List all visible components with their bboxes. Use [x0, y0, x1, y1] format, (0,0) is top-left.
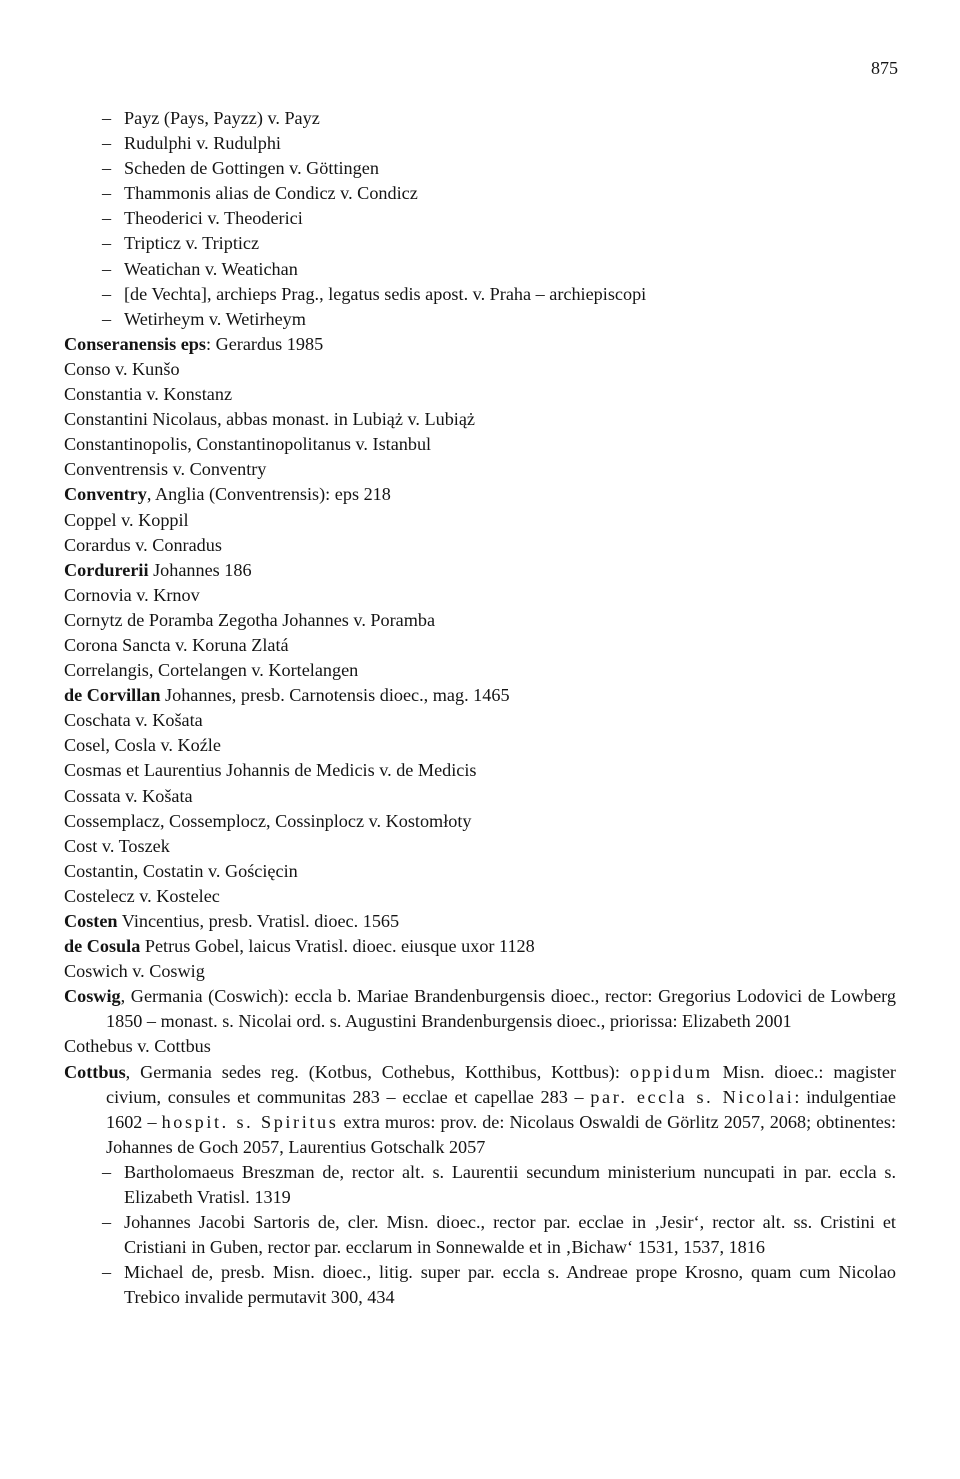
entry-text: Thammonis alias de Condicz v. Condicz [124, 183, 418, 204]
entry-text: Cornytz de Poramba Zegotha Johannes v. Poramba [64, 609, 436, 630]
entry-headword: Costen [64, 911, 118, 931]
index-entry [64, 1060, 896, 1160]
entry-text: Corona Sancta v. Koruna Zlatá [64, 634, 289, 655]
entry-headword: de Corvillan [64, 685, 161, 706]
index-entry [64, 357, 896, 382]
entry-text: Conventrensis v. Conventry [64, 459, 267, 480]
sub-entry [64, 206, 896, 231]
entry-text: Johannes 186 [148, 559, 252, 580]
entry-text: Cosel, Cosla v. Koźle [64, 735, 221, 756]
entry-spaced-term: oppidum [629, 1061, 713, 1082]
index-entry [64, 332, 896, 357]
sub-entry [64, 1160, 896, 1210]
sub-entry [64, 307, 896, 332]
sub-entry [64, 231, 896, 256]
sub-entry [64, 257, 896, 282]
entry-text: Rudulphi v. Rudulphi [124, 133, 281, 154]
index-entry [64, 909, 896, 934]
entry-text: extra muros: prov. de: Nicolaus Oswaldi de Görlitz 2057, 2068; obtinentes: Johannes de Goch 2057, Laurentius Gotschalk 2057 [106, 1111, 897, 1157]
index-entry [64, 482, 896, 507]
entry-text: Wetirheym v. Wetirheym [124, 308, 306, 329]
entry-text: Costelecz v. Kostelec [64, 885, 220, 906]
sub-entry [64, 156, 896, 181]
index-entry [64, 758, 896, 783]
entry-text: [de Vechta], archieps Prag., legatus sedis apost. v. Praha – archiepiscopi [124, 283, 647, 304]
sub-entry [64, 282, 896, 307]
entry-text: Corardus v. Conradus [64, 534, 222, 555]
sub-entry [64, 1260, 896, 1310]
index-entry [64, 633, 896, 658]
entry-text: Johannes, presb. Carnotensis dioec., mag. 1465 [160, 685, 510, 706]
entry-text: : indulgentiae 1602 – [106, 1086, 897, 1132]
index-entry [64, 934, 896, 959]
index-entry [64, 382, 896, 407]
entry-headword: Coswig [64, 986, 121, 1007]
index-entry [64, 1034, 896, 1059]
index-entry [64, 884, 896, 909]
entry-text: Constantini Nicolaus, abbas monast. in Lubiąż v. Lubiąż [64, 409, 475, 430]
index-entry [64, 533, 896, 558]
index-entry [64, 457, 896, 482]
index-entry [64, 959, 896, 984]
entry-text: Vincentius, presb. Vratisl. dioec. 1565 [117, 911, 400, 931]
entry-text: , Germania (Coswich): eccla b. Mariae Brandenburgensis dioec., rector: Gregorius Lodovici de Lowberg 1850 – monast. s. Nicolai ord. s. Augustini Brandenburgensis dioec., priorissa: Elizabeth 2001 [106, 986, 896, 1032]
index-entry [64, 432, 896, 457]
index-entry [64, 784, 896, 809]
entry-text: Coschata v. Košata [64, 710, 203, 731]
entry-headword: Cottbus [64, 1061, 126, 1082]
entry-spaced-term: par. eccla s. Nicolai [590, 1086, 795, 1107]
entry-text: Cothebus v. Cottbus [64, 1036, 211, 1057]
entry-text: Bartholomaeus Breszman de, rector alt. s. Laurentii secundum ministerium nuncupati in par. eccla s. Elizabeth Vratisl. 1319 [124, 1161, 896, 1208]
sub-entry [64, 1210, 896, 1260]
entry-text: Johannes Jacobi Sartoris de, cler. Misn. dioec., rector par. ecclae in ‚Jesir‘, rector alt. ss. Cristini et Cristiani in Guben, rector par. ecclarum in Sonnewalde et in ‚Bichaw‘ 1531, 1537, 1816 [124, 1212, 896, 1258]
entry-text: : Gerardus 1985 [205, 333, 324, 354]
entry-text: , Anglia (Conventrensis): eps 218 [146, 484, 391, 505]
entry-text: Cossata v. Košata [64, 785, 193, 806]
entry-text: Misn. dioec.: magister civium, consules et communitas 283 – ecclae et capellae 283 – [106, 1061, 896, 1107]
index-entry [64, 859, 896, 884]
index-entry [64, 407, 896, 432]
index-entries [64, 106, 896, 1311]
entry-headword: de Cosula [64, 936, 141, 957]
index-entry [64, 658, 896, 683]
index-entry [64, 733, 896, 758]
entry-text: Constantia v. Konstanz [64, 384, 233, 405]
entry-text: Correlangis, Cortelangen v. Kortelangen [64, 660, 359, 681]
sub-entry [64, 181, 896, 206]
index-entry [64, 809, 896, 834]
entry-text: Coppel v. Koppil [64, 509, 189, 530]
entry-text: Payz (Pays, Payzz) v. Payz [124, 108, 320, 128]
entry-text: Scheden de Gottingen v. Göttingen [124, 158, 379, 179]
entry-spaced-term: hospit. s. Spiritus [161, 1111, 339, 1132]
index-entry [64, 583, 896, 608]
entry-text: Constantinopolis, Constantinopolitanus v. Istanbul [64, 434, 432, 455]
index-entry [64, 608, 896, 633]
entry-text: Cossemplacz, Cossemplocz, Cossinplocz v. Kostomłoty [64, 810, 472, 831]
entry-text: Cost v. Toszek [64, 835, 170, 856]
index-entry [64, 708, 896, 733]
sub-entry [64, 131, 896, 156]
sub-entry [64, 106, 896, 131]
entry-text: Tripticz v. Tripticz [124, 233, 260, 254]
entry-text: Cornovia v. Krnov [64, 584, 200, 605]
index-entry [64, 508, 896, 533]
entry-text: Theoderici v. Theoderici [124, 208, 303, 229]
index-entry [64, 834, 896, 859]
entry-text: Cosmas et Laurentius Johannis de Medicis v. de Medicis [64, 760, 477, 781]
entry-text: Coswich v. Coswig [64, 961, 205, 982]
entry-text: Petrus Gobel, laicus Vratisl. dioec. eiusque uxor 1128 [140, 936, 535, 957]
entry-headword: Conventry [64, 484, 147, 505]
entry-headword: Conseranensis eps [64, 333, 206, 354]
page-number: 875 [871, 58, 898, 78]
entry-headword: Cordurerii [64, 559, 149, 580]
index-entry [64, 558, 896, 583]
entry-text: Costantin, Costatin v. Gościęcin [64, 860, 298, 881]
entry-text: Michael de, presb. Misn. dioec., litig. super par. eccla s. Andreae prope Krosno, quam cum Nicolao Trebico invalide permutavit 300, 434 [124, 1262, 896, 1308]
entry-text: Conso v. Kunšo [64, 358, 180, 379]
index-entry [64, 683, 896, 708]
index-entry [64, 984, 896, 1034]
entry-text: Weatichan v. Weatichan [124, 258, 298, 279]
entry-text: , Germania sedes reg. (Kotbus, Cothebus, Kotthibus, Kottbus): [125, 1061, 630, 1082]
